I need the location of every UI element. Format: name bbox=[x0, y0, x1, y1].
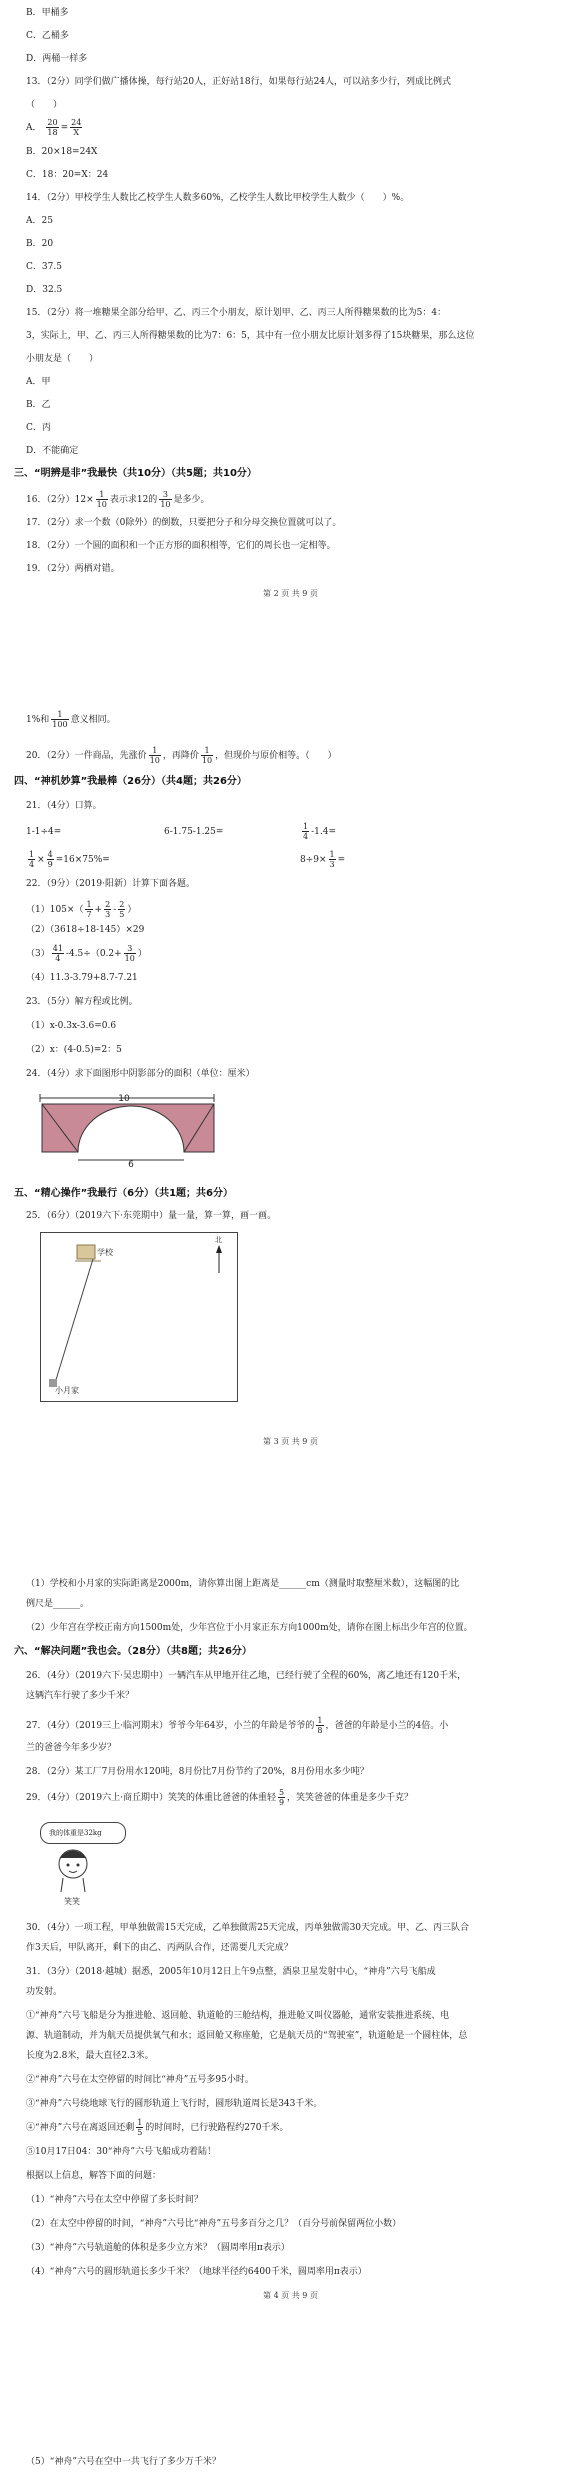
question-27-cont: 兰的爸爸今年多少岁？ bbox=[26, 1743, 117, 1753]
fraction: $\frac{1}{10}$ bbox=[201, 746, 213, 765]
option-a: A．25 bbox=[26, 216, 53, 226]
question-28: 28．（2分）某工厂7月份用水120吨，8月份比7月份节约了20%，8月份用水多少吨？ bbox=[26, 1767, 369, 1777]
page-number: 第 4 页 共 9 页 bbox=[263, 2291, 318, 2300]
map-drawing bbox=[41, 1233, 237, 1401]
question-26: 26．（4分）（2019六下·吴忠期中）一辆汽车从甲地开往乙地，已经行驶了全程的60%，离乙地还有120千米， bbox=[26, 1671, 467, 1681]
fraction: $\frac{3}{10}$ bbox=[160, 490, 171, 509]
info-4: ④“神舟”六号在离返回还剩 $\frac{1}{5}$ 的时间时，已行驶路程约270千米。 bbox=[26, 2118, 289, 2137]
info-1: ①“神舟”六号飞船是分为推进舱、返回舱、轨道舱的三舱结构，推进舱又叫仪器舱，通常安装推进系统、电 bbox=[26, 2011, 450, 2021]
question-21: 21．（4分）口算。 bbox=[26, 801, 102, 811]
fraction: $\frac{5}{9}$ bbox=[278, 1788, 285, 1807]
sub-question: （3）“神舟”六号轨道舱的体积是多少立方米？（圆周率用π表示） bbox=[26, 2243, 290, 2253]
page-3 bbox=[0, 700, 581, 1480]
equation-item: （2）x：(4-0.5)=2：5 bbox=[26, 1045, 122, 1055]
bubble-text: 我的体重是32kg bbox=[49, 1829, 102, 1837]
question-25-2: （2）少年宫在学校正南方向1500m处，少年宫位于小月家正东方向1000m处，请你在图上标出少年宫的位置。 bbox=[26, 1623, 473, 1633]
calc-item: （3） $\frac{41}{4}$ -4.5÷（0.2+ $\frac{3}{10}$ ） bbox=[26, 944, 147, 963]
option-d: D．不能确定 bbox=[26, 446, 79, 456]
fraction: $\frac{2}{3}$ bbox=[105, 900, 111, 919]
question-25-1-cont: 例尺是______。 bbox=[26, 1599, 90, 1609]
child-drawing bbox=[48, 1844, 98, 1896]
sub-question: （1）“神舟”六号在太空中停留了多长时间？ bbox=[26, 2195, 203, 2205]
calc-item: （2）（3618÷18-145）×29 bbox=[26, 925, 145, 935]
child-name: 笑笑 bbox=[64, 1897, 80, 1906]
question-25-1: （1）学校和小月家的实际距离是2000m，请你算出图上距离是______cm（测量时取整厘米数），这幅图的比 bbox=[26, 1579, 460, 1589]
info-1-cont: 源、轨道制动，并为航天员提供氧气和水；返回舱又称座舱，它是航天员的“驾驶室”，轨道舱是一个圆柱体，总 bbox=[26, 2031, 468, 2041]
option-d: D．两桶一样多 bbox=[26, 54, 88, 64]
calc-item: $\frac{1}{4}$ -1.4= bbox=[303, 822, 336, 841]
option-c: C．37.5 bbox=[26, 262, 62, 272]
question-22: 22．（9分）（2019·阳新）计算下面各题。 bbox=[26, 879, 195, 889]
calc-item: （4）11.3-3.79+8.7-7.21 bbox=[26, 973, 138, 983]
question-20: 20．（2分）一件商品，先涨价 $\frac{1}{10}$ ，再降价 $\frac{1}{10}$ ，但现价与原价相等。（ ） bbox=[26, 746, 337, 765]
fraction: $\frac{1}{5}$ bbox=[137, 2118, 143, 2137]
instructions: 根据以上信息，解答下面的问题： bbox=[26, 2171, 162, 2181]
question-15: 15．（2分）将一堆糖果全部分给甲、乙、丙三个小朋友，原计划甲、乙、丙三人所得糖果数的比为5：4： bbox=[26, 308, 447, 318]
fraction: $\frac{1}{4}$ bbox=[29, 850, 35, 869]
question-27: 27．（4分）（2019三上·临河期末）爷爷今年64岁，小兰的年龄是爷爷的 $\frac{1}{8}$ ，爸爸的年龄是小兰的4倍。小 bbox=[26, 1716, 449, 1735]
home-label: 小月家 bbox=[55, 1386, 79, 1395]
question-30-cont: 作3天后，甲队离开，剩下的由乙、丙两队合作，还需要几天完成？ bbox=[26, 1943, 293, 1953]
option-d: D．32.5 bbox=[26, 285, 63, 295]
fraction: $\frac{2}{5}$ bbox=[119, 900, 125, 919]
page-number: 第 3 页 共 9 页 bbox=[263, 1437, 318, 1446]
question-31-cont: 功发射。 bbox=[26, 1987, 63, 1997]
sub-question: （2）在太空中停留的时间，“神舟”六号比“神舟”五号多百分之几？（百分号前保留两位小数） bbox=[26, 2219, 402, 2229]
calc-item: 8÷9× $\frac{1}{3}$ = bbox=[300, 850, 346, 869]
calc-item: （1）105×（ $\frac{1}{7}$ + $\frac{2}{3}$ - $\frac{2}{5}$ ） bbox=[26, 900, 137, 919]
question-15-cont: 3，实际上，甲、乙、丙三人所得糖果数的比为7：6：5，其中有一位小朋友比原计划多得了15块糖果，那么这位 bbox=[26, 331, 475, 341]
question-13: 13．（2分）同学们做广播体操，每行站20人，正好站18行，如果每行站24人，可以站多少行，列成比例式 bbox=[26, 77, 452, 87]
info-2: ②“神舟”六号在太空停留的时间比“神舟”五号多95小时。 bbox=[26, 2075, 254, 2085]
page-number: 第 2 页 共 9 页 bbox=[263, 589, 318, 598]
option-c: C．丙 bbox=[26, 423, 51, 433]
question-31: 31．（3分）（2018·越城）据悉，2005年10月12日上午9点整，酒泉卫星发射中心，“神舟”六号飞船成 bbox=[26, 1967, 436, 1977]
question-30: 30．（4分）一项工程，甲单独做需15天完成，乙单独做需25天完成，丙单独做需30天完成。甲、乙、丙三队合 bbox=[26, 1923, 470, 1933]
speech-bubble bbox=[40, 1822, 126, 1844]
fraction: $\frac{20}{18}$ bbox=[47, 118, 58, 137]
question-15-cont: 小朋友是（ ） bbox=[26, 354, 99, 364]
fraction: $\frac{1}{3}$ bbox=[329, 850, 335, 869]
map-box bbox=[40, 1232, 238, 1402]
sub-question: （4）“神舟”六号的圆形轨道长多少千米？（地球半径约6400千米，圆周率用π表示） bbox=[26, 2267, 367, 2277]
shaded-area-figure bbox=[38, 1092, 228, 1168]
question-19-item: 1%和 $\frac{1}{100}$ 意义相同。 bbox=[26, 710, 116, 729]
fraction: $\frac{1}{4}$ bbox=[303, 822, 309, 841]
question-14: 14．（2分）甲校学生人数比乙校学生人数多60%，乙校学生人数比甲校学生人数少（ ）%。 bbox=[26, 193, 410, 203]
option-c: C．乙桶多 bbox=[26, 31, 69, 41]
school-label: 学校 bbox=[97, 1248, 113, 1257]
question-19: 19．（2分）两栖对错。 bbox=[26, 564, 120, 574]
info-1-cont: 长度为2.8米，最大直径2.3米。 bbox=[26, 2051, 154, 2061]
fraction: $\frac{1}{10}$ bbox=[149, 746, 160, 765]
option-a-label: A． bbox=[26, 123, 42, 133]
option-c: C．18：20=X：24 bbox=[26, 170, 109, 180]
fraction: $\frac{3}{10}$ bbox=[124, 944, 135, 963]
option-b: B．甲桶多 bbox=[26, 8, 69, 18]
section-4-heading: 四、“神机妙算”我最棒（26分）（共4题；共26分） bbox=[14, 776, 247, 787]
option-b: B．20×18=24X bbox=[26, 147, 98, 157]
question-25: 25．（6分）（2019六下·东莞期中）量一量，算一算，画一画。 bbox=[26, 1211, 276, 1221]
info-5: ⑤10月17日04：30“神舟”六号飞船成功着陆！ bbox=[26, 2147, 217, 2157]
page-4 bbox=[0, 1566, 581, 2466]
label-10: 10 bbox=[118, 1094, 130, 1104]
fraction: $\frac{1}{8}$ bbox=[317, 1716, 323, 1735]
fraction: $\frac{1}{100}$ bbox=[52, 710, 68, 729]
section-3-heading: 三、“明辨是非”我最快（共10分）（共5题；共10分） bbox=[14, 468, 257, 479]
section-5-heading: 五、“精心操作”我最行（6分）（共1题；共6分） bbox=[14, 1188, 234, 1199]
question-26-cont: 这辆汽车行驶了多少千米？ bbox=[26, 1691, 135, 1701]
question-23: 23．（5分）解方程或比例。 bbox=[26, 997, 138, 1007]
fraction: $\frac{41}{4}$ bbox=[52, 944, 63, 963]
question-29: 29．（4分）（2019六上·商丘期中）笑笑的体重比爸爸的体重轻 $\frac{5}{9}$ ，笑笑爸爸的体重是多少千克？ bbox=[26, 1788, 414, 1807]
calc-item: 6-1.75-1.25= bbox=[164, 827, 224, 837]
fraction: $\frac{24}{X}$ bbox=[71, 118, 82, 137]
question-18: 18．（2分）一个圆的面积和一个正方形的面积相等，它们的周长也一定相等。 bbox=[26, 541, 336, 551]
question-16: 16．（2分）12× $\frac{1}{10}$ 表示求12的 $\frac{3}{10}$ 是多少。 bbox=[26, 490, 210, 509]
question-17: 17．（2分）求一个数（0除外）的倒数，只要把分子和分母交换位置就可以了。 bbox=[26, 518, 342, 528]
fraction: $\frac{4}{9}$ bbox=[47, 850, 53, 869]
route-line bbox=[55, 1259, 93, 1383]
info-3: ③“神舟”六号绕地球飞行的圆形轨道上飞行时，圆形轨道周长是343千米。 bbox=[26, 2099, 323, 2109]
equation-item: （1）x-0.3x-3.6=0.6 bbox=[26, 1021, 117, 1031]
page-2-segment bbox=[0, 0, 581, 600]
option-a: A．甲 bbox=[26, 377, 51, 387]
section-6-heading: 六、“解决问题”我也会。（28分）（共8题；共26分） bbox=[14, 1646, 252, 1657]
north-label: 北 bbox=[215, 1236, 222, 1244]
fraction: $\frac{1}{10}$ bbox=[96, 490, 107, 509]
option-b: B．20 bbox=[26, 239, 54, 249]
label-6: 6 bbox=[128, 1160, 134, 1168]
option-b: B．乙 bbox=[26, 400, 51, 410]
calc-item: $\frac{1}{4}$ × $\frac{4}{9}$ =16×75%= bbox=[29, 850, 110, 869]
option-a-ratio: A． $\frac{20}{18}$ = $\frac{24}{X}$ bbox=[26, 118, 82, 137]
calc-item: 1-1÷4= bbox=[26, 827, 62, 837]
sub-question: （5）“神舟”六号在空中一共飞行了多少万千米？ bbox=[26, 2457, 221, 2467]
question-24: 24．（4分）求下面图形中阴影部分的面积（单位：厘米） bbox=[26, 1069, 255, 1079]
school-building bbox=[77, 1245, 95, 1259]
question-13-paren: （ ） bbox=[26, 100, 63, 110]
fraction: $\frac{1}{7}$ bbox=[86, 900, 92, 919]
